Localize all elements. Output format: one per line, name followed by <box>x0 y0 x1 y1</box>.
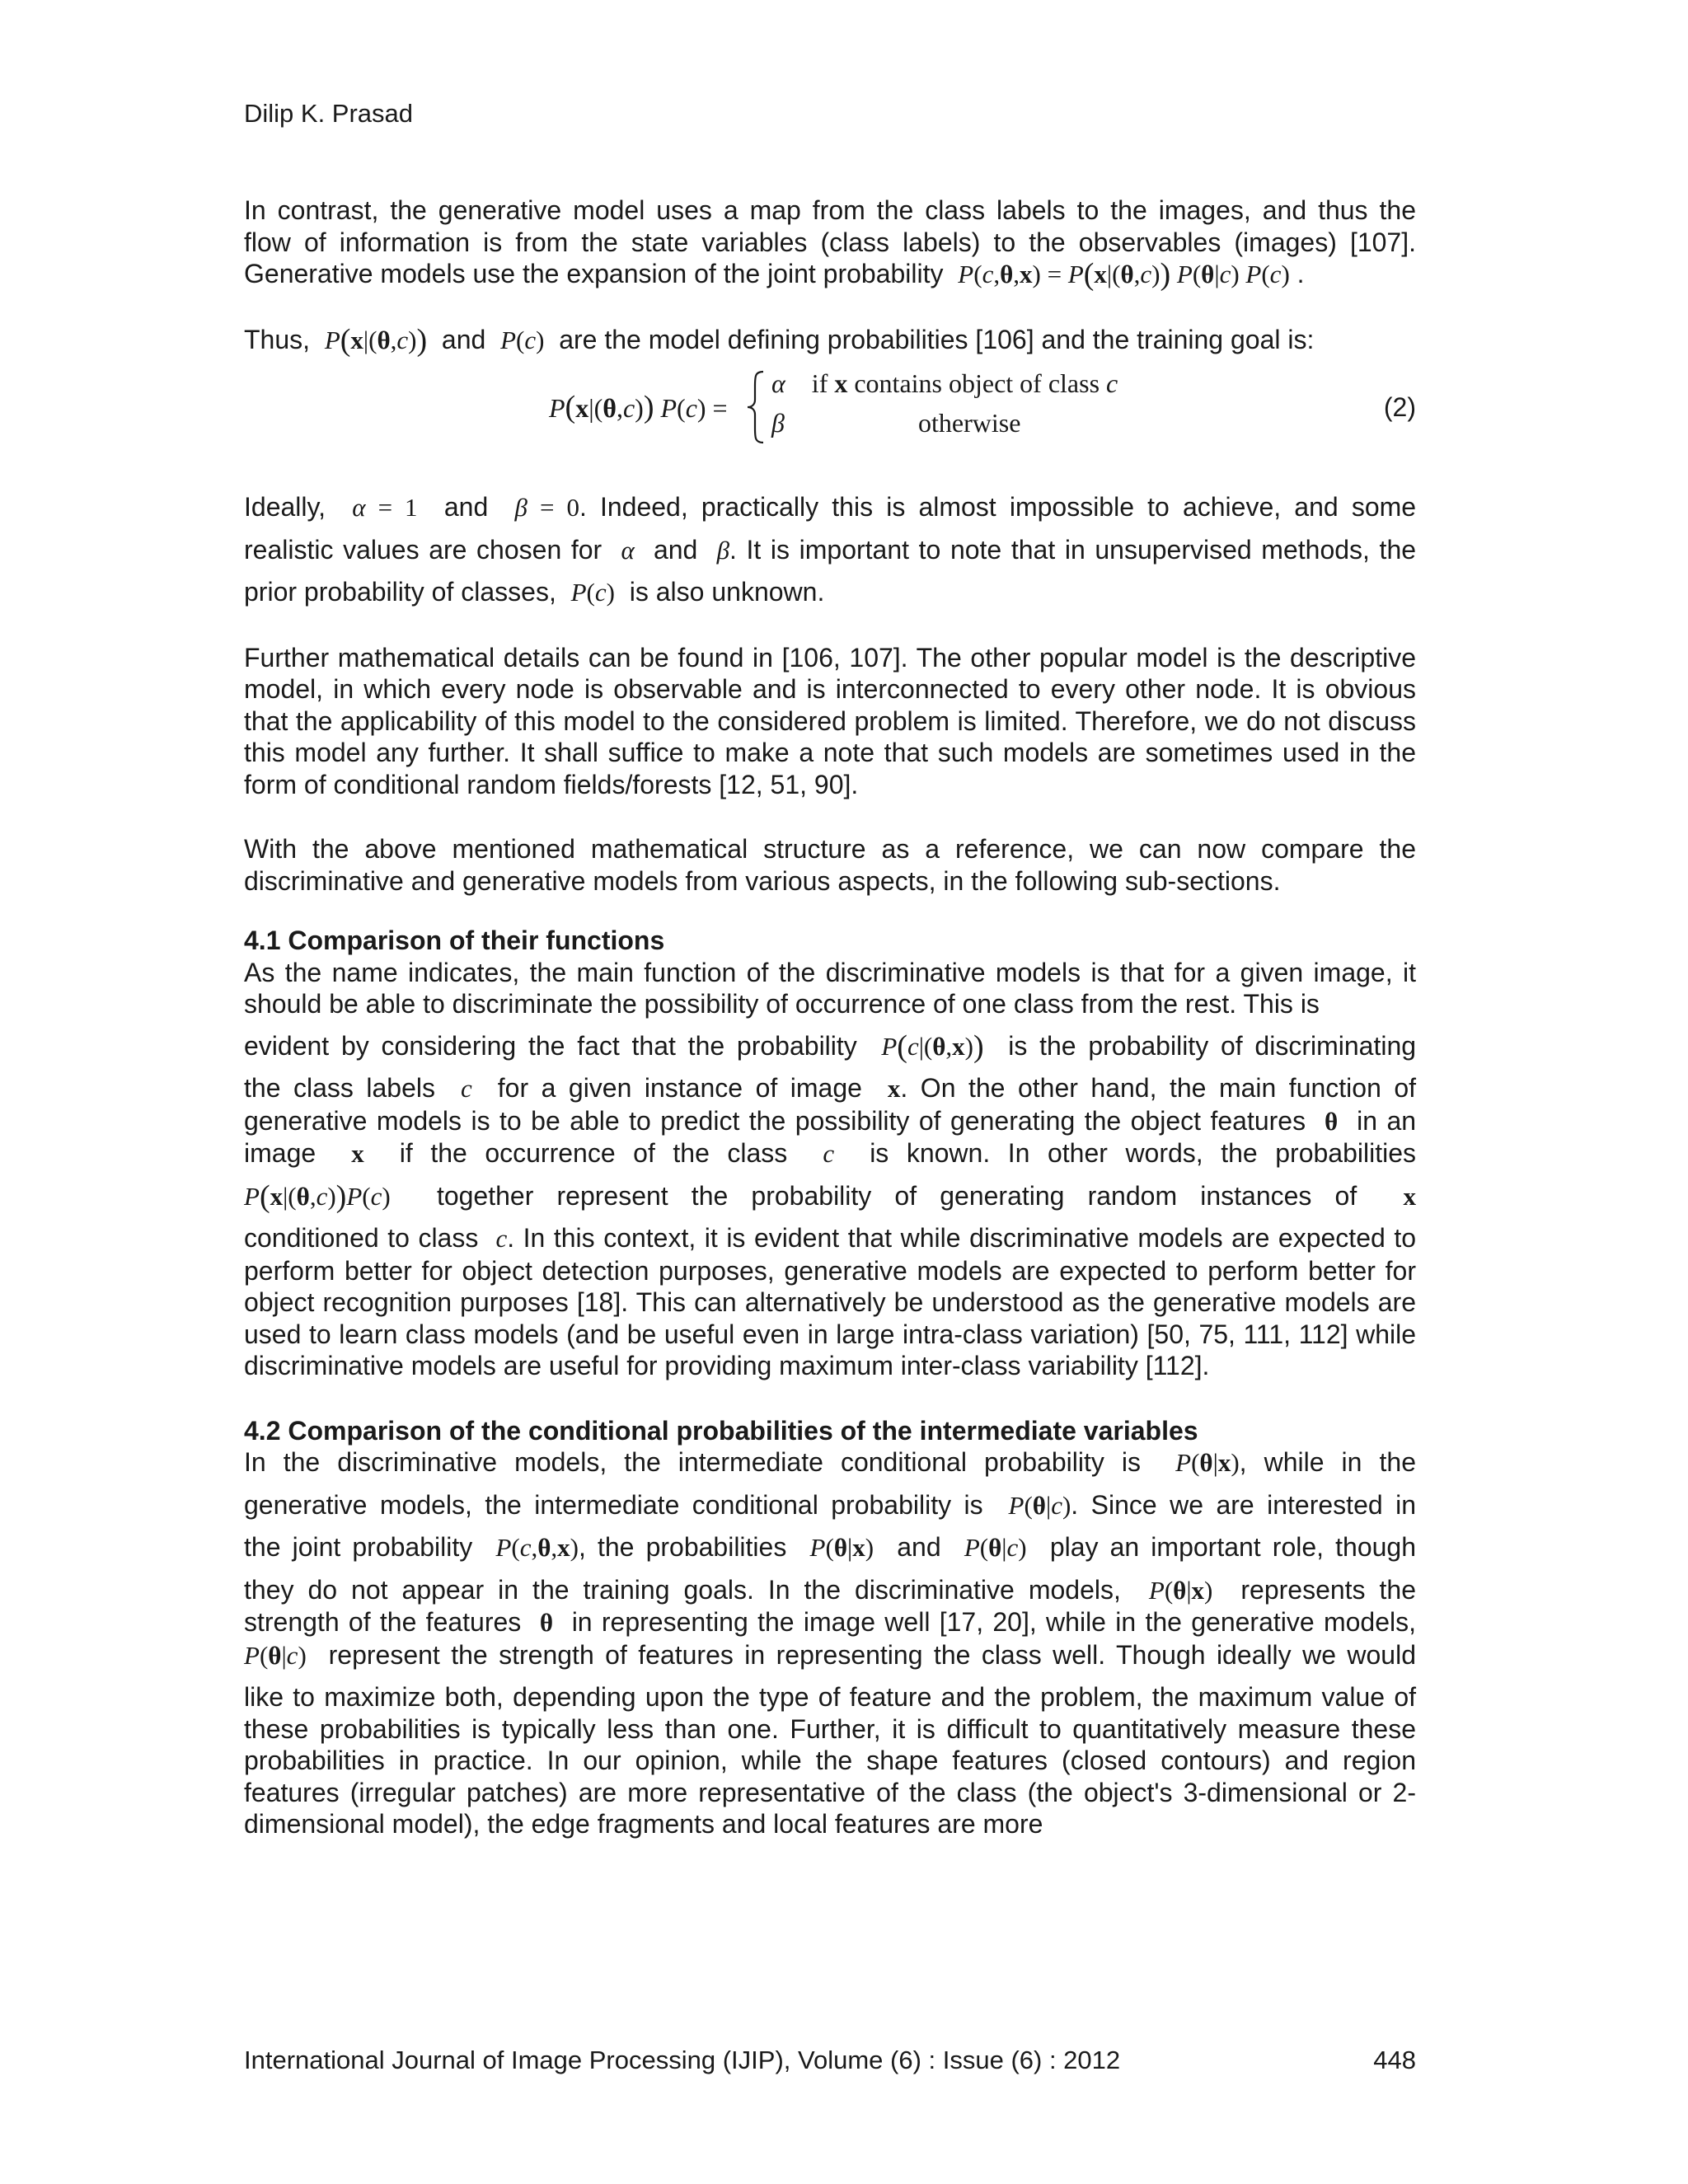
text-span: strength of the features <box>244 1607 522 1637</box>
math-p-theta-given-x: P(θ|x) <box>1175 1448 1240 1477</box>
text-span: are the model defining probabilities [106] and the training goal is: <box>559 324 1315 354</box>
text-span: . On the other hand, the main function of <box>900 1073 1417 1103</box>
page-body <box>244 194 1416 1840</box>
equation-2 <box>244 366 1416 457</box>
paragraph-section-4-2 <box>244 1446 1416 1840</box>
text-span: represent the strength of features in representing the class well. Though ideally we would <box>328 1639 1417 1670</box>
running-header-author: Dilip K. Prasad <box>244 99 414 128</box>
text-span: Generative models use the expansion of the joint probability <box>244 259 944 288</box>
math-x: x <box>1403 1181 1417 1211</box>
text-span: in an <box>1357 1105 1417 1136</box>
math-alpha: α <box>621 535 635 565</box>
math-c: c <box>495 1224 508 1253</box>
text-span: and <box>653 534 698 565</box>
text-span: generative models is to be able to predict the possibility of generating the object features <box>244 1105 1306 1136</box>
math-joint-expansion: P(c,θ,x) = P(x|(θ,c)) P(θ|c) P(c) <box>958 257 1290 292</box>
text-span: and <box>897 1532 941 1562</box>
text-span: and <box>441 324 486 354</box>
text-span: Thus, <box>244 324 311 354</box>
text-line <box>244 491 1416 524</box>
equation-2-case-2: β otherwise <box>771 408 1021 438</box>
text-span: , the probabilities <box>579 1532 787 1562</box>
text-span: , while in the <box>1239 1447 1417 1477</box>
text-block <box>244 1222 1416 1382</box>
text-line <box>244 1606 1416 1639</box>
text-span: and <box>443 492 489 522</box>
text-span: the joint probability <box>244 1532 473 1562</box>
text-span: . It is important to note that in unsupervised methods, the <box>729 534 1417 565</box>
text-span: conditioned to class <box>244 1223 479 1253</box>
equation-2-lhs: P(x|(θ,c)) P(c) = <box>549 390 728 424</box>
text-line <box>244 324 1416 357</box>
math-theta: θ <box>539 1608 554 1637</box>
paragraph-comparison-intro: With the above mentioned mathematical structure as a reference, we can now compare the discriminative and generative models from various aspects, in the following sub-sections. <box>244 834 1416 896</box>
paragraph-further-details: Further mathematical details can be found in [106, 107]. The other popular model is the descriptive model, in which every node is observable and is interconnected to every other node. It is obvious that the applicability of this model to the considered problem is limited. Therefore, we do not discuss this model any further. It shall suffice to make a note that such models are sometimes used in the form of conditional random fields/forests [12, 51, 90]. <box>244 642 1416 799</box>
math-x: x <box>351 1139 364 1168</box>
math-p-c-given-theta-x: P(c|(θ,x)) <box>881 1029 984 1064</box>
text-span: As the name indicates, the main function of the discriminative models is that for a given image, it should be able to discriminate the possibility of occurrence of one class from the rest. This is <box>244 957 1416 1019</box>
math-theta: θ <box>1325 1106 1339 1136</box>
text-line <box>244 1030 1416 1063</box>
text-span: otherwise <box>918 408 1021 438</box>
text-line <box>244 1137 1416 1170</box>
text-span: image <box>244 1138 316 1168</box>
text-line <box>244 1446 1416 1479</box>
math-beta-eq-0: β = 0 <box>514 493 579 522</box>
text-span: In the discriminative models, the intermediate conditional probability is <box>244 1447 1142 1477</box>
text-span: if the occurrence of the class <box>399 1138 788 1168</box>
text-span: realistic values are chosen for <box>244 534 603 565</box>
text-span: if <box>811 368 828 398</box>
text-span: is the probability of discriminating <box>1008 1030 1417 1061</box>
text-line <box>244 1489 1416 1522</box>
section-heading-4-1: 4.1 Comparison of their functions <box>244 926 665 955</box>
footer-journal: International Journal of Image Processing (IJIP), Volume (6) : Issue (6) : 2012 <box>244 2046 1121 2074</box>
page-number: 448 <box>1373 2046 1416 2074</box>
math-p-c: P(c) <box>500 325 545 354</box>
math-c: c <box>823 1139 835 1168</box>
text-line: Generative models use the expansion of the joint probability P(c,θ,x) = P(x|(θ,c)) P(θ|c) P(c) . <box>244 257 1305 292</box>
text-line <box>244 1105 1416 1138</box>
math-p-theta-given-c: P(θ|c) <box>244 1640 307 1670</box>
text-line <box>244 576 1416 609</box>
paragraph-generative-intro <box>244 194 1416 291</box>
math-p-theta-given-c: P(θ|c) <box>1008 1490 1071 1520</box>
text-span: represents the <box>1240 1574 1417 1605</box>
text-line: In contrast, the generative model uses a map from the class labels to the images, and thus the <box>244 195 1416 225</box>
math-p-x-theta-c-p-c: P(x|(θ,c))P(c) <box>244 1179 391 1214</box>
math-p-c-theta-x: P(c,θ,x) <box>495 1533 579 1562</box>
math-p-x-given-theta-c: P(x|(θ,c)) <box>324 322 428 358</box>
text-span: Ideally, <box>244 492 326 522</box>
text-span: . Since we are interested in <box>1071 1489 1417 1520</box>
text-line <box>244 1072 1416 1105</box>
equation-number: (2) <box>1383 392 1416 422</box>
math-p-c: P(c) <box>570 578 615 607</box>
text-line <box>244 1180 1416 1213</box>
text-span: they do not appear in the training goals. In the discriminative models, <box>244 1574 1121 1605</box>
math-c: c <box>461 1074 472 1103</box>
math-x: x <box>887 1074 901 1103</box>
text-span: generative models, the intermediate conditional probability is <box>244 1489 983 1520</box>
text-line <box>244 1574 1416 1607</box>
text-line <box>244 534 1416 567</box>
text-block: like to maximize both, depending upon the type of feature and the problem, the maximum value of these probabilities is typically less than one. Further, it is difficult to quantitatively measure these probabilities in practice. In our opinion, while the shape features (closed contours) and region features (irregular patches) are more representative of the class (the object's 3-dimensional or 2-dimensional model), the edge fragments and local features are more <box>244 1682 1416 1839</box>
text-span: the class labels <box>244 1073 435 1103</box>
paragraph-section-4-1 <box>244 957 1416 1382</box>
math-alpha-eq-1: α = 1 <box>352 493 418 522</box>
math-p-theta-given-c: P(θ|c) <box>964 1533 1027 1562</box>
text-span: contains object of class <box>854 368 1100 398</box>
text-span: play an important role, though <box>1049 1532 1417 1562</box>
text-span: together represent the probability of generating random instances of <box>436 1180 1357 1211</box>
text-line <box>244 1639 1416 1672</box>
text-span: is also unknown. <box>629 577 825 607</box>
text-span: evident by considering the fact that the probability <box>244 1030 857 1061</box>
left-brace-icon <box>745 370 767 444</box>
text-span: for a given instance of image <box>497 1073 862 1103</box>
text-span: in representing the image well [17, 20], while in the generative models, <box>571 1607 1417 1637</box>
paragraph-model-defining <box>244 324 1416 357</box>
text-span: . Indeed, practically this is almost impossible to achieve, and some <box>579 492 1417 522</box>
equation-2-case-1: α if x contains object of class c <box>771 368 1118 398</box>
math-p-theta-given-x: P(θ|x) <box>1148 1575 1213 1605</box>
paragraph-ideally <box>244 491 1416 609</box>
text-line: flow of information is from the state variables (class labels) to the observables (images) [107]. <box>244 227 1416 257</box>
text-span: . In this context, it is evident that while discriminative models are expected to perform better for object detection purposes, generative models are expected to perform better for object recognition purposes [18]. This can alternatively be understood as the generative models are used to learn class models (and be useful even in large intra-class variation) [50, 75, 111, 112] while discriminative models are useful for providing maximum inter-class variability [112]. <box>244 1223 1417 1380</box>
text-span: prior probability of classes, <box>244 577 556 607</box>
text-span: is known. In other words, the probabilities <box>870 1138 1416 1168</box>
section-heading-4-2: 4.2 Comparison of the conditional probabilities of the intermediate variables <box>244 1415 1198 1446</box>
text-line <box>244 1531 1416 1564</box>
math-beta: β <box>716 535 730 565</box>
math-p-theta-given-x: P(θ|x) <box>809 1533 874 1562</box>
